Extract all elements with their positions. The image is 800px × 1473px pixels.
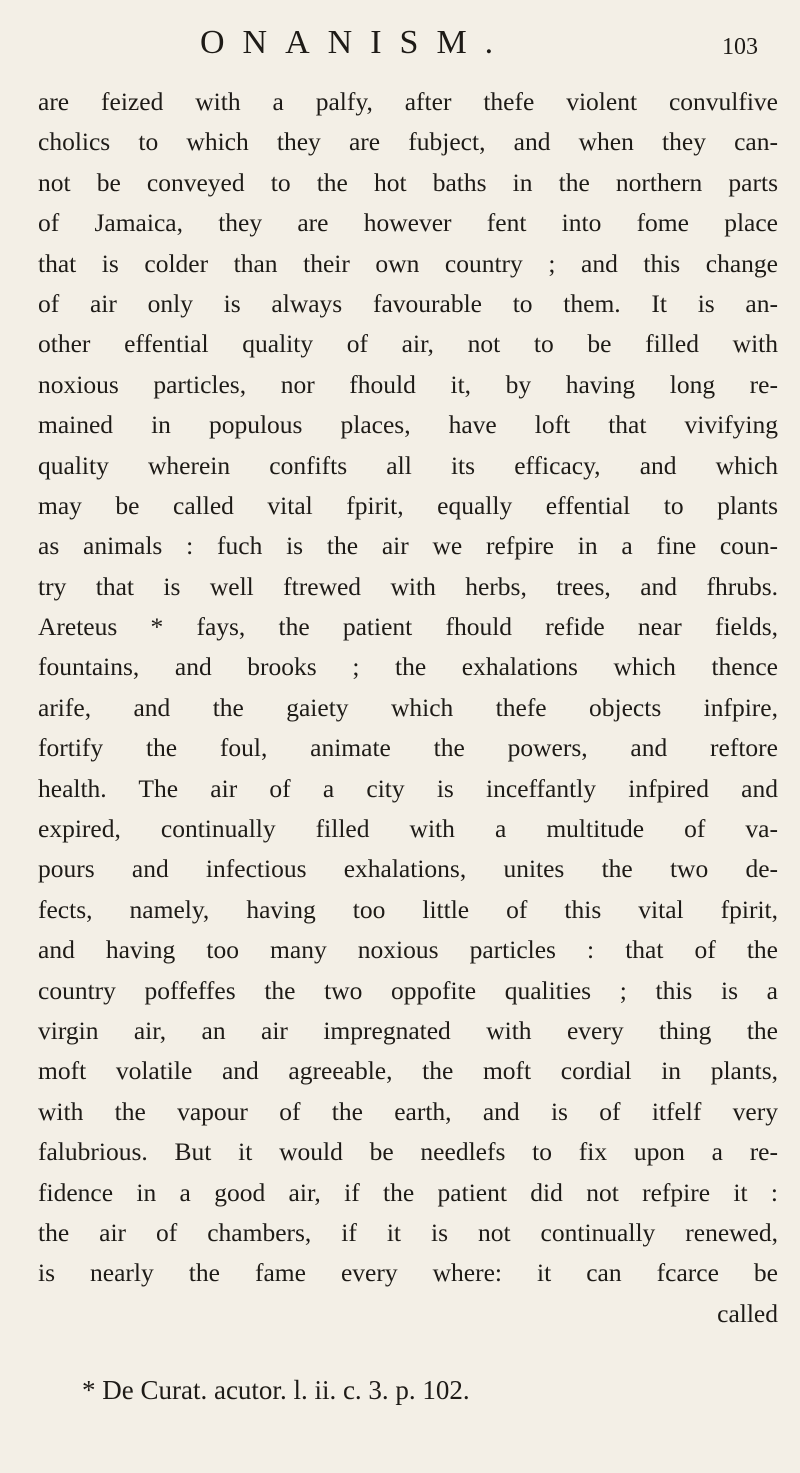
- footnote: * De Curat. acutor. l. ii. c. 3. p. 102.: [82, 1375, 470, 1405]
- text-line: expired, continually filled with a multitude of va-: [38, 814, 778, 844]
- text-line: country poffeffes the two oppofite qualities ; this is a: [38, 975, 778, 1005]
- text-line: falubrious. But it would be needlefs to fix upon a re-: [38, 1137, 778, 1167]
- text-line: quality wherein confifts all its efficacy, and which: [38, 450, 778, 480]
- text-line: fountains, and brooks ; the exhalations which thence: [38, 652, 778, 682]
- text-line: fects, namely, having too little of this vital fpirit,: [38, 894, 778, 924]
- text-line: of Jamaica, they are however fent into fome place: [38, 208, 778, 238]
- text-line: and having too many noxious particles : that of the: [38, 935, 778, 965]
- text-line: fidence in a good air, if the patient did not refpire it :: [38, 1177, 778, 1207]
- text-line: pours and infectious exhalations, unites the two de-: [38, 854, 778, 884]
- running-head: [0, 20, 800, 68]
- text-line: the air of chambers, if it is not continually renewed,: [38, 1217, 778, 1247]
- running-title: ONANISM.: [200, 24, 512, 61]
- catchword: called: [717, 1298, 778, 1328]
- text-line: fortify the foul, animate the powers, and reftore: [38, 733, 778, 763]
- body-text: [38, 82, 778, 1334]
- text-line: as animals : fuch is the air we refpire in a fine coun-: [38, 531, 778, 561]
- text-line: cholics to which they are fubject, and when they can-: [38, 127, 778, 157]
- text-line: not be conveyed to the hot baths in the northern parts: [38, 167, 778, 197]
- text-line: are feized with a palfy, after thefe violent convulfive: [38, 87, 778, 116]
- text-line: Areteus * fays, the patient fhould refide near fields,: [38, 612, 778, 642]
- text-line: mained in populous places, have loft that vivifying: [38, 410, 778, 440]
- text-line: arife, and the gaiety which thefe objects infpire,: [38, 692, 778, 722]
- text-line: noxious particles, nor fhould it, by having long re-: [38, 369, 778, 399]
- text-line: with the vapour of the earth, and is of itfelf very: [38, 1096, 778, 1126]
- text-line: is nearly the fame every where: it can fcarce be: [38, 1258, 778, 1288]
- text-line: other effential quality of air, not to be filled with: [38, 329, 778, 359]
- text-line: of air only is always favourable to them. It is an-: [38, 288, 778, 318]
- text-line: may be called vital fpirit, equally effential to plants: [38, 490, 778, 520]
- page-number: 103: [722, 34, 758, 60]
- text-line: that is colder than their own country ; and this change: [38, 248, 778, 278]
- text-line: virgin air, an air impregnated with every thing the: [38, 1015, 778, 1045]
- text-line: try that is well ftrewed with herbs, trees, and fhrubs.: [38, 571, 778, 601]
- text-line: health. The air of a city is inceffantly infpired and: [38, 773, 778, 803]
- text-line: moft volatile and agreeable, the moft cordial in plants,: [38, 1056, 778, 1086]
